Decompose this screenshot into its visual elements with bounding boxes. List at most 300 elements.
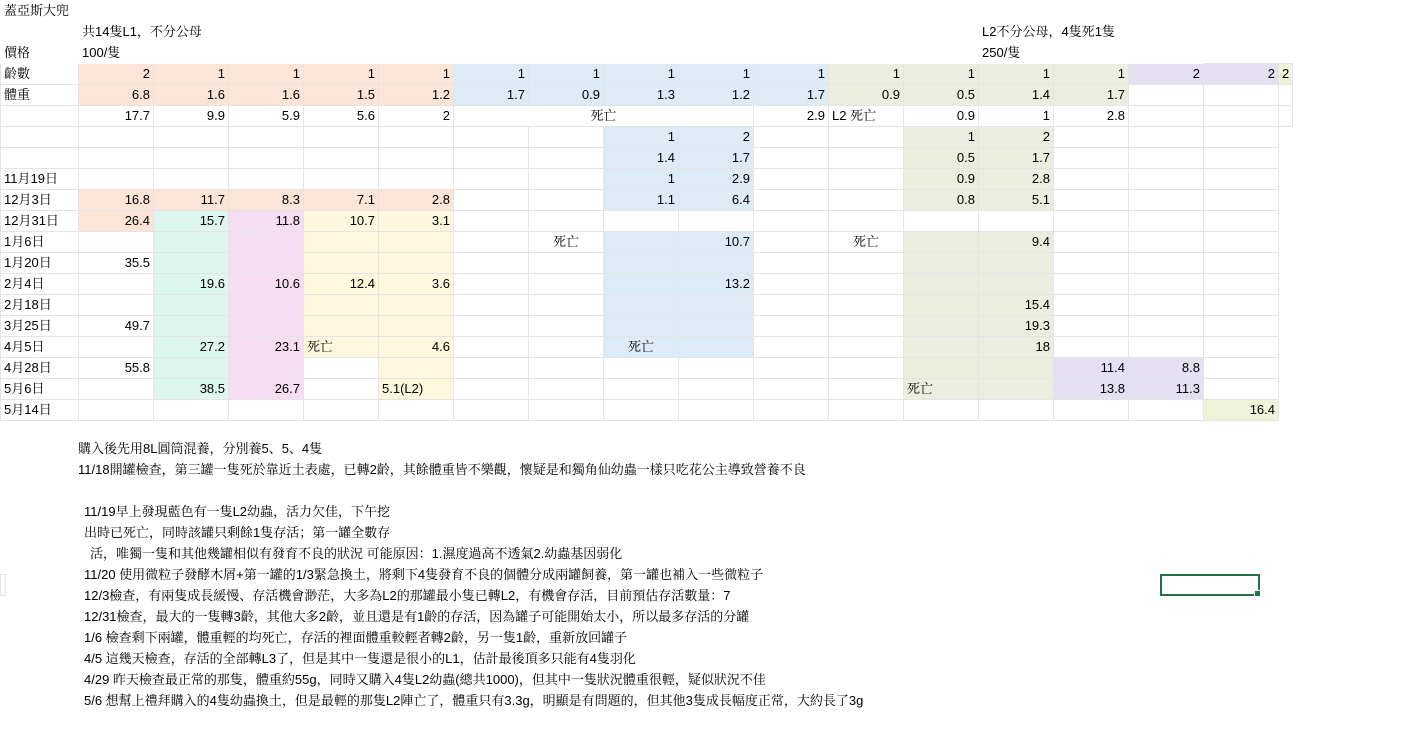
cell-r13-c6[interactable] (454, 274, 529, 295)
cell-r14-c0[interactable]: 2月18日 (1, 295, 79, 316)
cell-r10-c15[interactable] (1129, 211, 1204, 232)
cell-r16-c10[interactable] (754, 337, 829, 358)
cell-r3-c17[interactable]: 2 (1279, 64, 1293, 85)
cell-r13-c16[interactable] (1204, 274, 1279, 295)
cell-r11-c1[interactable] (79, 232, 154, 253)
cell-r18-c2[interactable]: 38.5 (154, 379, 229, 400)
cell-r8-c14[interactable] (1054, 169, 1129, 190)
cell-r18-c5[interactable]: 5.1(L2) (379, 379, 454, 400)
cell-r15-c7[interactable] (529, 316, 604, 337)
cell-r0-c2[interactable] (154, 1, 229, 22)
cell-r8-c8[interactable]: 1 (604, 169, 679, 190)
data-row-0106[interactable] (1, 232, 1293, 253)
cell-r3-c15[interactable]: 2 (1129, 64, 1204, 85)
cell-r16-c15[interactable] (1129, 337, 1204, 358)
cell-r9-c13[interactable]: 5.1 (979, 190, 1054, 211)
cell-r4-c6[interactable]: 1.7 (454, 85, 529, 106)
cell-r9-c5[interactable]: 2.8 (379, 190, 454, 211)
cell-r17-c6[interactable] (454, 358, 529, 379)
cell-r16-c12[interactable] (904, 337, 979, 358)
cell-r0-c7[interactable] (529, 1, 604, 22)
cell-r12-c12[interactable] (904, 253, 979, 274)
cell-r8-c1[interactable] (79, 169, 154, 190)
cell-r2-c3[interactable] (454, 43, 529, 64)
cell-r18-c13[interactable] (979, 379, 1054, 400)
cell-r10-c8[interactable] (604, 211, 679, 232)
cell-r11-c8[interactable] (604, 232, 679, 253)
cell-r17-c14[interactable]: 11.4 (1054, 358, 1129, 379)
cell-r5-c14[interactable] (1279, 106, 1293, 127)
cell-r7-c0[interactable] (1, 148, 79, 169)
cell-r11-c7[interactable]: 死亡 (529, 232, 604, 253)
cell-r10-c6[interactable] (454, 211, 529, 232)
cell-r14-c12[interactable] (904, 295, 979, 316)
cell-r12-c6[interactable] (454, 253, 529, 274)
cell-r2-c7[interactable] (754, 43, 829, 64)
cell-r15-c12[interactable] (904, 316, 979, 337)
cell-r5-c11[interactable]: 2.8 (1054, 106, 1129, 127)
cell-r13-c2[interactable]: 19.6 (154, 274, 229, 295)
cell-r11-c6[interactable] (454, 232, 529, 253)
cell-r2-c4[interactable] (529, 43, 604, 64)
cell-r12-c9[interactable] (679, 253, 754, 274)
cell-r6-c8[interactable]: 1 (604, 127, 679, 148)
cell-r17-c11[interactable] (829, 358, 904, 379)
cell-r0-c5[interactable] (379, 1, 454, 22)
cell-r16-c16[interactable] (1204, 337, 1279, 358)
data-row-0325[interactable] (1, 316, 1293, 337)
cell-r5-c7[interactable]: 2.9 (754, 106, 829, 127)
cell-r14-c14[interactable] (1054, 295, 1129, 316)
cell-r4-c12[interactable]: 0.5 (904, 85, 979, 106)
cell-r15-c11[interactable] (829, 316, 904, 337)
cell-r14-c11[interactable] (829, 295, 904, 316)
cell-r11-c12[interactable] (904, 232, 979, 253)
cell-r16-c14[interactable] (1054, 337, 1129, 358)
cell-r16-c9[interactable] (679, 337, 754, 358)
cell-r3-c6[interactable]: 1 (454, 64, 529, 85)
cell-r10-c16[interactable] (1204, 211, 1279, 232)
cell-r12-c16[interactable] (1204, 253, 1279, 274)
cell-r3-c0[interactable]: 齡數 (1, 64, 79, 85)
cell-r16-c2[interactable]: 27.2 (154, 337, 229, 358)
cell-r14-c5[interactable] (379, 295, 454, 316)
cell-r0-c13[interactable] (979, 1, 1054, 22)
cell-r0-c6[interactable] (454, 1, 529, 22)
cell-r7-c16[interactable] (1204, 148, 1279, 169)
cell-r7-c1[interactable] (79, 148, 154, 169)
cell-r3-c14[interactable]: 1 (1054, 64, 1129, 85)
cell-r0-c15[interactable] (1129, 1, 1204, 22)
cell-r15-c4[interactable] (304, 316, 379, 337)
cell-r15-c13[interactable]: 19.3 (979, 316, 1054, 337)
cell-r12-c14[interactable] (1054, 253, 1129, 274)
cell-r5-c5[interactable]: 2 (379, 106, 454, 127)
cell-r4-c17[interactable] (1279, 85, 1293, 106)
cell-r15-c3[interactable] (229, 316, 304, 337)
cell-r14-c9[interactable] (679, 295, 754, 316)
cell-r5-c9[interactable]: 0.9 (904, 106, 979, 127)
cell-r17-c4[interactable] (304, 358, 379, 379)
cell-r3-c12[interactable]: 1 (904, 64, 979, 85)
cell-r7-c12[interactable]: 0.5 (904, 148, 979, 169)
cell-r16-c6[interactable] (454, 337, 529, 358)
cell-r12-c1[interactable]: 35.5 (79, 253, 154, 274)
cell-r7-c3[interactable] (229, 148, 304, 169)
cell-r10-c1[interactable]: 26.4 (79, 211, 154, 232)
active-cell-selection[interactable] (1160, 574, 1260, 596)
cell-r3-c9[interactable]: 1 (679, 64, 754, 85)
cell-r1-c1[interactable]: 共14隻L1，不分公母 (79, 22, 379, 43)
cell-r7-c2[interactable] (154, 148, 229, 169)
cell-r15-c0[interactable]: 3月25日 (1, 316, 79, 337)
cell-r12-c4[interactable] (304, 253, 379, 274)
data-row-0514[interactable] (1, 400, 1293, 421)
cell-r1-c2[interactable] (379, 22, 454, 43)
cell-r10-c5[interactable]: 3.1 (379, 211, 454, 232)
cell-r3-c4[interactable]: 1 (304, 64, 379, 85)
cell-r18-c8[interactable] (604, 379, 679, 400)
cell-r7-c4[interactable] (304, 148, 379, 169)
cell-r11-c2[interactable] (154, 232, 229, 253)
data-row-1[interactable] (1, 106, 1293, 127)
cell-r13-c7[interactable] (529, 274, 604, 295)
cell-r3-c13[interactable]: 1 (979, 64, 1054, 85)
cell-r4-c14[interactable]: 1.7 (1054, 85, 1129, 106)
cell-r19-c2[interactable] (154, 400, 229, 421)
cell-r6-c6[interactable] (454, 127, 529, 148)
cell-r15-c10[interactable] (754, 316, 829, 337)
cell-r13-c14[interactable] (1054, 274, 1129, 295)
cell-r8-c5[interactable] (379, 169, 454, 190)
cell-r8-c13[interactable]: 2.8 (979, 169, 1054, 190)
batch-note-row[interactable] (1, 22, 1293, 43)
cell-r10-c12[interactable] (904, 211, 979, 232)
cell-r19-c9[interactable] (679, 400, 754, 421)
cell-r1-c3[interactable] (454, 22, 529, 43)
cell-r8-c10[interactable] (754, 169, 829, 190)
cell-r5-c1[interactable]: 17.7 (79, 106, 154, 127)
data-row-0218[interactable] (1, 295, 1293, 316)
cell-r8-c0[interactable]: 11月19日 (1, 169, 79, 190)
cell-r9-c7[interactable] (529, 190, 604, 211)
cell-r18-c11[interactable] (829, 379, 904, 400)
cell-r19-c0[interactable]: 5月14日 (1, 400, 79, 421)
cell-r17-c10[interactable] (754, 358, 829, 379)
cell-r0-c4[interactable] (304, 1, 379, 22)
cell-r8-c11[interactable] (829, 169, 904, 190)
cell-r4-c16[interactable] (1204, 85, 1279, 106)
cell-r7-c11[interactable] (829, 148, 904, 169)
data-row-1203[interactable] (1, 190, 1293, 211)
cell-r9-c2[interactable]: 11.7 (154, 190, 229, 211)
cell-r0-c14[interactable] (1054, 1, 1129, 22)
cell-r13-c4[interactable]: 12.4 (304, 274, 379, 295)
cell-r18-c0[interactable]: 5月6日 (1, 379, 79, 400)
cell-r4-c15[interactable] (1129, 85, 1204, 106)
cell-r16-c3[interactable]: 23.1 (229, 337, 304, 358)
cell-r19-c5[interactable] (379, 400, 454, 421)
cell-r16-c0[interactable]: 4月5日 (1, 337, 79, 358)
cell-r18-c3[interactable]: 26.7 (229, 379, 304, 400)
cell-r13-c5[interactable]: 3.6 (379, 274, 454, 295)
cell-r5-c10[interactable]: 1 (979, 106, 1054, 127)
cell-r9-c0[interactable]: 12月3日 (1, 190, 79, 211)
cell-r2-c10[interactable]: 250/隻 (979, 43, 1204, 64)
cell-r2-c0[interactable]: 價格 (1, 43, 79, 64)
data-row-1231[interactable] (1, 211, 1293, 232)
cell-r12-c15[interactable] (1129, 253, 1204, 274)
price-row[interactable] (1, 43, 1293, 64)
cell-r5-c12[interactable] (1129, 106, 1204, 127)
cell-r9-c3[interactable]: 8.3 (229, 190, 304, 211)
cell-r19-c15[interactable] (1129, 400, 1204, 421)
cell-r17-c2[interactable] (154, 358, 229, 379)
cell-r6-c1[interactable] (79, 127, 154, 148)
cell-r3-c8[interactable]: 1 (604, 64, 679, 85)
cell-r5-c8[interactable]: L2 死亡 (829, 106, 904, 127)
cell-r19-c16[interactable]: 16.4 (1204, 400, 1279, 421)
cell-r14-c8[interactable] (604, 295, 679, 316)
cell-r7-c13[interactable]: 1.7 (979, 148, 1054, 169)
cell-r11-c4[interactable] (304, 232, 379, 253)
cell-r14-c4[interactable] (304, 295, 379, 316)
cell-r16-c5[interactable]: 4.6 (379, 337, 454, 358)
data-row-0120[interactable] (1, 253, 1293, 274)
cell-r15-c2[interactable] (154, 316, 229, 337)
data-row-0204[interactable] (1, 274, 1293, 295)
cell-r6-c16[interactable] (1204, 127, 1279, 148)
cell-r0-c3[interactable] (229, 1, 304, 22)
cell-r19-c1[interactable] (79, 400, 154, 421)
cell-r18-c12[interactable]: 死亡 (904, 379, 979, 400)
cell-r13-c9[interactable]: 13.2 (679, 274, 754, 295)
cell-r17-c3[interactable] (229, 358, 304, 379)
cell-r11-c16[interactable] (1204, 232, 1279, 253)
cell-r17-c12[interactable] (904, 358, 979, 379)
cell-r9-c16[interactable] (1204, 190, 1279, 211)
cell-r1-c9[interactable] (904, 22, 979, 43)
cell-r11-c13[interactable]: 9.4 (979, 232, 1054, 253)
cell-r8-c3[interactable] (229, 169, 304, 190)
cell-r7-c14[interactable] (1054, 148, 1129, 169)
cell-r9-c1[interactable]: 16.8 (79, 190, 154, 211)
cell-r9-c12[interactable]: 0.8 (904, 190, 979, 211)
cell-r15-c16[interactable] (1204, 316, 1279, 337)
cell-r17-c13[interactable] (979, 358, 1054, 379)
cell-r5-c2[interactable]: 9.9 (154, 106, 229, 127)
weight-row[interactable] (1, 85, 1293, 106)
cell-r13-c12[interactable] (904, 274, 979, 295)
age-row[interactable] (1, 64, 1293, 85)
cell-r11-c11[interactable]: 死亡 (829, 232, 904, 253)
cell-r6-c0[interactable] (1, 127, 79, 148)
cell-r2-c6[interactable] (679, 43, 754, 64)
cell-r11-c3[interactable] (229, 232, 304, 253)
cell-r6-c15[interactable] (1129, 127, 1204, 148)
cell-r19-c11[interactable] (829, 400, 904, 421)
cell-r14-c10[interactable] (754, 295, 829, 316)
cell-r15-c14[interactable] (1054, 316, 1129, 337)
cell-r3-c2[interactable]: 1 (154, 64, 229, 85)
cell-r2-c8[interactable] (829, 43, 904, 64)
cell-r14-c15[interactable] (1129, 295, 1204, 316)
cell-r4-c10[interactable]: 1.7 (754, 85, 829, 106)
cell-r5-c4[interactable]: 5.6 (304, 106, 379, 127)
cell-r11-c9[interactable]: 10.7 (679, 232, 754, 253)
cell-r11-c0[interactable]: 1月6日 (1, 232, 79, 253)
cell-r1-c5[interactable] (604, 22, 679, 43)
cell-r9-c10[interactable] (754, 190, 829, 211)
cell-r9-c4[interactable]: 7.1 (304, 190, 379, 211)
cell-r6-c14[interactable] (1054, 127, 1129, 148)
cell-r14-c2[interactable] (154, 295, 229, 316)
cell-r11-c5[interactable] (379, 232, 454, 253)
cell-r13-c3[interactable]: 10.6 (229, 274, 304, 295)
cell-r4-c9[interactable]: 1.2 (679, 85, 754, 106)
cell-r13-c1[interactable] (79, 274, 154, 295)
cell-r7-c9[interactable]: 1.7 (679, 148, 754, 169)
cell-r19-c6[interactable] (454, 400, 529, 421)
cell-r14-c16[interactable] (1204, 295, 1279, 316)
cell-r14-c1[interactable] (79, 295, 154, 316)
cell-r15-c15[interactable] (1129, 316, 1204, 337)
cell-r18-c15[interactable]: 11.3 (1129, 379, 1204, 400)
cell-r12-c7[interactable] (529, 253, 604, 274)
cell-r6-c2[interactable] (154, 127, 229, 148)
cell-r4-c0[interactable]: 體重 (1, 85, 79, 106)
data-row-3[interactable] (1, 148, 1293, 169)
cell-r5-c13[interactable] (1204, 106, 1279, 127)
cell-r12-c10[interactable] (754, 253, 829, 274)
cell-r8-c9[interactable]: 2.9 (679, 169, 754, 190)
cell-r4-c7[interactable]: 0.9 (529, 85, 604, 106)
cell-r4-c11[interactable]: 0.9 (829, 85, 904, 106)
cell-r8-c2[interactable] (154, 169, 229, 190)
cell-r18-c9[interactable] (679, 379, 754, 400)
cell-r11-c14[interactable] (1054, 232, 1129, 253)
cell-r18-c10[interactable] (754, 379, 829, 400)
cell-r4-c5[interactable]: 1.2 (379, 85, 454, 106)
cell-r18-c14[interactable]: 13.8 (1054, 379, 1129, 400)
cell-r17-c16[interactable] (1204, 358, 1279, 379)
cell-r6-c11[interactable] (829, 127, 904, 148)
cell-r17-c7[interactable] (529, 358, 604, 379)
data-row-2[interactable] (1, 127, 1293, 148)
cell-r3-c10[interactable]: 1 (754, 64, 829, 85)
cell-r6-c3[interactable] (229, 127, 304, 148)
cell-r14-c3[interactable] (229, 295, 304, 316)
cell-r4-c8[interactable]: 1.3 (604, 85, 679, 106)
cell-r0-c9[interactable] (679, 1, 754, 22)
cell-r9-c9[interactable]: 6.4 (679, 190, 754, 211)
cell-r2-c5[interactable] (604, 43, 679, 64)
cell-r15-c8[interactable] (604, 316, 679, 337)
cell-r16-c11[interactable] (829, 337, 904, 358)
cell-r11-c10[interactable] (754, 232, 829, 253)
cell-r17-c15[interactable]: 8.8 (1129, 358, 1204, 379)
cell-r10-c0[interactable]: 12月31日 (1, 211, 79, 232)
cell-r8-c6[interactable] (454, 169, 529, 190)
cell-r3-c5[interactable]: 1 (379, 64, 454, 85)
cell-r19-c4[interactable] (304, 400, 379, 421)
cell-r0-c8[interactable] (604, 1, 679, 22)
cell-r1-c8[interactable] (829, 22, 904, 43)
cell-r2-c1[interactable]: 100/隻 (79, 43, 379, 64)
cell-r10-c13[interactable] (979, 211, 1054, 232)
cell-r1-c6[interactable] (679, 22, 754, 43)
cell-r16-c8[interactable]: 死亡 (604, 337, 679, 358)
cell-r9-c14[interactable] (1054, 190, 1129, 211)
cell-r1-c4[interactable] (529, 22, 604, 43)
cell-r8-c4[interactable] (304, 169, 379, 190)
cell-r5-c3[interactable]: 5.9 (229, 106, 304, 127)
cell-r8-c12[interactable]: 0.9 (904, 169, 979, 190)
cell-r8-c16[interactable] (1204, 169, 1279, 190)
cell-r9-c8[interactable]: 1.1 (604, 190, 679, 211)
cell-r3-c11[interactable]: 1 (829, 64, 904, 85)
cell-r18-c1[interactable] (79, 379, 154, 400)
cell-r7-c6[interactable] (454, 148, 529, 169)
cell-r19-c13[interactable] (979, 400, 1054, 421)
cell-r12-c5[interactable] (379, 253, 454, 274)
cell-r6-c9[interactable]: 2 (679, 127, 754, 148)
cell-r9-c15[interactable] (1129, 190, 1204, 211)
cell-r3-c3[interactable]: 1 (229, 64, 304, 85)
cell-r2-c9[interactable] (904, 43, 979, 64)
data-row-0405[interactable] (1, 337, 1293, 358)
cell-r15-c5[interactable] (379, 316, 454, 337)
cell-r19-c12[interactable] (904, 400, 979, 421)
cell-r6-c12[interactable]: 1 (904, 127, 979, 148)
cell-r1-c0[interactable] (1, 22, 79, 43)
cell-r10-c10[interactable] (754, 211, 829, 232)
cell-r16-c4[interactable]: 死亡 (304, 337, 379, 358)
cell-r10-c3[interactable]: 11.8 (229, 211, 304, 232)
cell-r10-c4[interactable]: 10.7 (304, 211, 379, 232)
cell-r5-c6[interactable]: 死亡 (454, 106, 754, 127)
cell-r14-c6[interactable] (454, 295, 529, 316)
cell-r0-c10[interactable] (754, 1, 829, 22)
cell-r0-c12[interactable] (904, 1, 979, 22)
cell-r16-c1[interactable] (79, 337, 154, 358)
cell-r7-c5[interactable] (379, 148, 454, 169)
cell-r0-c1[interactable] (79, 1, 154, 22)
cell-r19-c14[interactable] (1054, 400, 1129, 421)
cell-r15-c6[interactable] (454, 316, 529, 337)
cell-r18-c16[interactable] (1204, 379, 1279, 400)
cell-r9-c6[interactable] (454, 190, 529, 211)
cell-r18-c7[interactable] (529, 379, 604, 400)
cell-r10-c14[interactable] (1054, 211, 1129, 232)
cell-r18-c4[interactable] (304, 379, 379, 400)
cell-r16-c7[interactable] (529, 337, 604, 358)
cell-r14-c7[interactable] (529, 295, 604, 316)
cell-r16-c13[interactable]: 18 (979, 337, 1054, 358)
cell-r12-c0[interactable]: 1月20日 (1, 253, 79, 274)
cell-r10-c11[interactable] (829, 211, 904, 232)
cell-r13-c10[interactable] (754, 274, 829, 295)
cell-r6-c5[interactable] (379, 127, 454, 148)
cell-r12-c2[interactable] (154, 253, 229, 274)
cell-r15-c9[interactable] (679, 316, 754, 337)
cell-r4-c3[interactable]: 1.6 (229, 85, 304, 106)
cell-r12-c11[interactable] (829, 253, 904, 274)
cell-r17-c0[interactable]: 4月28日 (1, 358, 79, 379)
cell-r18-c6[interactable] (454, 379, 529, 400)
cell-r7-c10[interactable] (754, 148, 829, 169)
cell-r12-c8[interactable] (604, 253, 679, 274)
